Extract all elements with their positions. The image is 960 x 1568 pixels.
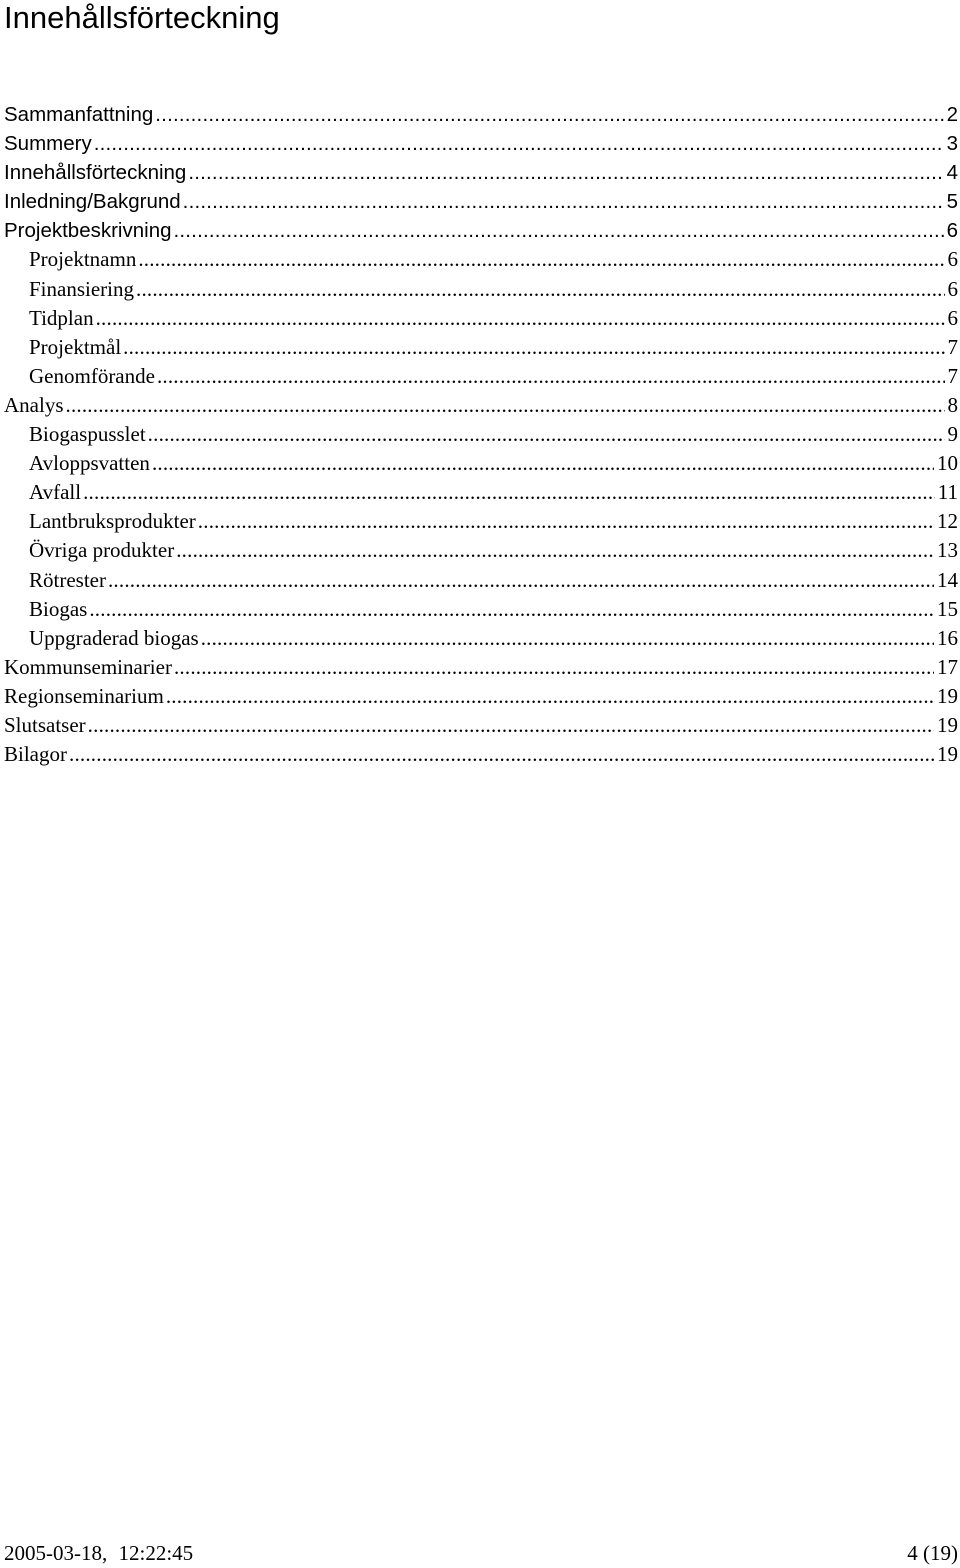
toc-entry-page-number: 7	[947, 363, 958, 388]
toc-dot-leader	[201, 624, 934, 653]
toc-entry-title: Projektmål	[29, 334, 122, 359]
toc-entry-title: Uppgraderad biogas	[29, 625, 199, 650]
toc-entry-title: Inledning/Bakgrund	[4, 190, 181, 214]
toc-dot-leader	[136, 275, 945, 304]
toc-entry-page-number: 16	[937, 625, 958, 650]
toc-entry[interactable]	[0, 333, 960, 362]
toc-entry-page-number: 19	[937, 742, 958, 767]
toc-dot-leader	[108, 566, 934, 595]
toc-entry-title: Projektnamn	[29, 247, 137, 272]
toc-entry-page-number: 17	[937, 654, 958, 679]
toc-entry[interactable]	[0, 566, 960, 595]
toc-entry-title: Biogaspusslet	[29, 422, 146, 447]
toc-dot-leader	[174, 216, 944, 245]
toc-entry-page-number: 8	[947, 392, 958, 417]
toc-entry-title: Övriga produkter	[29, 538, 175, 563]
toc-entry-title: Bilagor	[4, 742, 67, 767]
toc-dot-leader	[138, 245, 944, 274]
toc-dot-leader	[69, 740, 934, 769]
toc-dot-leader	[166, 682, 934, 711]
toc-entry-title: Projektbeskrivning	[4, 219, 172, 243]
toc-entry-page-number: 15	[937, 596, 958, 621]
toc-entry[interactable]	[0, 100, 960, 129]
toc-entry-page-number: 13	[937, 538, 958, 563]
toc-entry[interactable]	[0, 391, 960, 420]
toc-entry-title: Sammanfattning	[4, 103, 154, 126]
toc-entry-page-number: 7	[947, 334, 958, 359]
page-title: Innehållsförteckning	[4, 0, 280, 35]
toc-entry-title: Rötrester	[29, 567, 106, 592]
toc-entry[interactable]	[0, 449, 960, 478]
toc-dot-leader	[188, 158, 943, 187]
footer-page-indicator: 4 (19)	[907, 1541, 958, 1565]
toc-entry[interactable]	[0, 304, 960, 333]
toc-entry[interactable]	[0, 275, 960, 304]
toc-entry-page-number: 14	[937, 567, 958, 592]
toc-dot-leader	[148, 420, 945, 449]
footer-datetime: 2005-03-18, 12:22:45	[4, 1541, 194, 1565]
toc-entry-page-number: 6	[946, 219, 958, 243]
toc-entry[interactable]	[0, 536, 960, 565]
toc-entry[interactable]	[0, 507, 960, 536]
toc-entry[interactable]	[0, 129, 960, 158]
toc-entry-title: Avloppsvatten	[29, 451, 150, 476]
toc-entry-title: Slutsatser	[4, 712, 86, 737]
page-footer	[4, 1538, 958, 1568]
toc-entry-title: Regionseminarium	[4, 683, 164, 708]
toc-entry[interactable]	[0, 245, 960, 274]
toc-dot-leader	[94, 129, 944, 158]
toc-entry-title: Kommunseminarier	[4, 654, 172, 679]
toc-entry-page-number: 19	[937, 712, 958, 737]
toc-entry-page-number: 9	[947, 422, 958, 447]
toc-entry-page-number: 6	[947, 247, 958, 272]
toc-entry-page-number: 10	[937, 451, 958, 476]
toc-dot-leader	[96, 304, 945, 333]
toc-entry-page-number: 6	[947, 305, 958, 330]
toc-entry[interactable]	[0, 187, 960, 216]
toc-entry-page-number: 3	[946, 132, 958, 156]
toc-dot-leader	[174, 653, 934, 682]
toc-entry[interactable]	[0, 682, 960, 711]
toc-entry-title: Avfall	[29, 480, 82, 505]
toc-entry[interactable]	[0, 420, 960, 449]
toc-entry[interactable]	[0, 158, 960, 187]
toc-entry-title: Lantbruksprodukter	[29, 509, 196, 534]
toc-dot-leader	[66, 391, 945, 420]
toc-entry-page-number: 2	[946, 103, 958, 126]
toc-entry-title: Summery	[4, 132, 92, 156]
toc-entry[interactable]	[0, 653, 960, 682]
toc-entry[interactable]	[0, 595, 960, 624]
toc-entry-title: Genomförande	[29, 363, 155, 388]
toc-dot-leader	[88, 711, 934, 740]
toc-entry[interactable]	[0, 624, 960, 653]
toc-entry-page-number: 4	[946, 161, 958, 185]
toc-dot-leader	[155, 100, 943, 129]
table-of-contents	[0, 100, 960, 769]
toc-entry[interactable]	[0, 362, 960, 391]
toc-dot-leader	[123, 333, 944, 362]
toc-dot-leader	[157, 362, 945, 391]
toc-entry[interactable]	[0, 478, 960, 507]
toc-entry-page-number: 5	[946, 190, 958, 214]
toc-dot-leader	[83, 478, 935, 507]
toc-entry-page-number: 11	[937, 480, 958, 505]
toc-entry-title: Biogas	[29, 596, 88, 621]
toc-dot-leader	[152, 449, 934, 478]
toc-entry-title: Innehållsförteckning	[4, 161, 187, 185]
toc-entry-page-number: 6	[947, 276, 958, 301]
toc-dot-leader	[89, 595, 934, 624]
toc-dot-leader	[176, 536, 934, 565]
toc-entry-page-number: 19	[937, 683, 958, 708]
toc-entry-title: Tidplan	[29, 305, 94, 330]
toc-entry[interactable]	[0, 740, 960, 769]
toc-dot-leader	[183, 187, 944, 216]
toc-entry-title: Finansiering	[29, 276, 134, 301]
toc-entry[interactable]	[0, 216, 960, 245]
toc-entry-title: Analys	[4, 392, 64, 417]
toc-entry-page-number: 12	[937, 509, 958, 534]
toc-entry[interactable]	[0, 711, 960, 740]
toc-dot-leader	[198, 507, 934, 536]
